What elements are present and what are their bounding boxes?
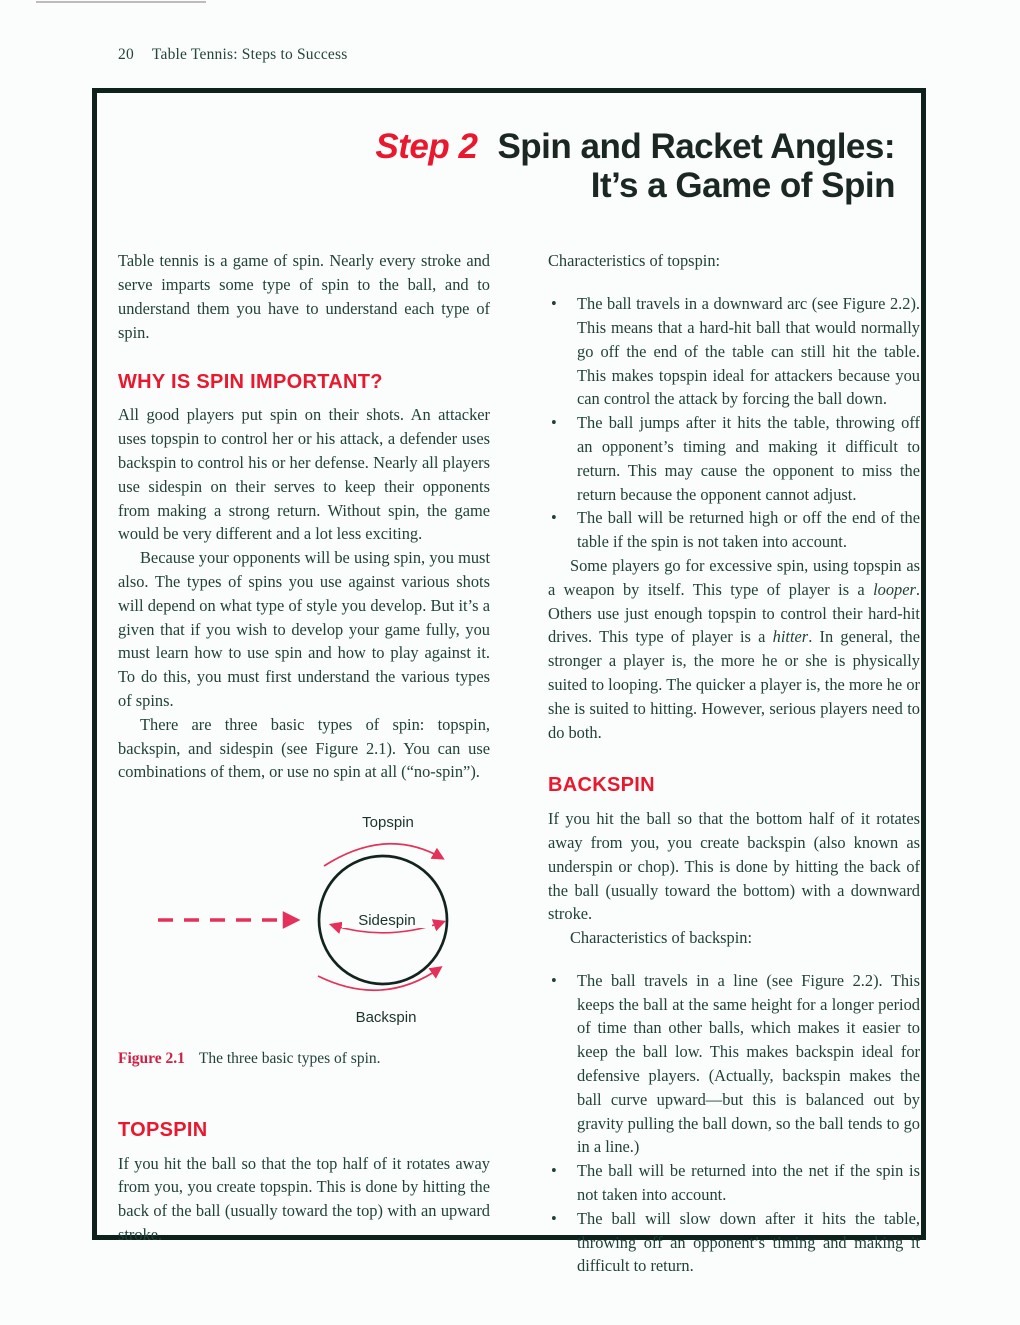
looper-term: looper	[873, 579, 916, 599]
page-content-box	[92, 88, 926, 1276]
sidespin-diagram-label: Sidespin	[358, 912, 416, 930]
list-item	[548, 1207, 920, 1278]
looper-paragraph-part2: . Others use just enough topspin to control their hard-hit drives. This type of player is a	[548, 579, 920, 647]
topspin-diagram-label: Topspin	[362, 814, 414, 832]
chapter-title	[97, 127, 895, 205]
why-paragraph-1: All good players put spin on their shots. An attacker uses topspin to control her or his attack, a defender uses backspin to control his or her defense. Nearly all players use sidespin on their serves to keep their opponents from making a strong return. Without spin, the game would be very different and a lot less exciting.	[118, 405, 490, 544]
bullet-icon: •	[551, 1208, 557, 1228]
backspin-characteristics-list	[548, 969, 920, 1278]
intro-paragraph: Table tennis is a game of spin. Nearly every stroke and serve imparts some type of spin to the ball, and to understand them you have to understand each type of spin.	[118, 251, 490, 342]
heading-backspin: BACKSPIN	[548, 774, 655, 797]
chapter-title-line2: It’s a Game of Spin	[590, 166, 895, 206]
bullet-icon: •	[551, 294, 557, 314]
topspin-bullet-1: The ball travels in a downward arc (see Figure 2.2). This means that a hard-hit ball that would normally go off the end of the table can still hit the table. This makes topspin ideal for attackers because you can control the attack by forcing the ball down.	[577, 294, 920, 409]
bullet-icon: •	[551, 508, 557, 528]
looper-paragraph-part1: Some players go for excessive spin, using topspin as a weapon by itself. This type of player is a	[548, 555, 920, 599]
backspin-characteristics-intro: Characteristics of backspin:	[570, 928, 753, 948]
heading-why-is-spin-important: WHY IS SPIN IMPORTANT?	[118, 370, 383, 393]
right-column	[548, 249, 920, 1278]
list-item	[548, 411, 920, 506]
topspin-paragraph: If you hit the ball so that the top half of it rotates away from you, you create topspin. This is done by hitting the back of the ball (usually toward the top) with an upward stroke.	[118, 1153, 490, 1244]
spin-diagram-svg	[118, 808, 490, 1028]
left-column	[118, 249, 490, 1278]
bullet-icon: •	[551, 1161, 557, 1181]
scan-artifact-line	[36, 1, 206, 3]
step-label: Step 2	[375, 127, 478, 166]
two-column-body	[118, 249, 921, 1278]
figure-caption-label: Figure 2.1	[118, 1049, 185, 1067]
bullet-icon: •	[551, 970, 557, 990]
heading-topspin: TOPSPIN	[118, 1118, 208, 1141]
list-item	[548, 1159, 920, 1207]
backspin-bullet-2: The ball will be returned into the net if the spin is not taken into account.	[577, 1161, 920, 1205]
figure-2-1-caption	[118, 1047, 490, 1071]
backspin-bullet-3: The ball will slow down after it hits the table, throwing off an opponent’s timing and making it difficult to return.	[577, 1208, 920, 1276]
chapter-title-line1	[97, 127, 895, 166]
why-paragraph-3: There are three basic types of spin: topspin, backspin, and sidespin (see Figure 2.1). You can use combinations of them, or use no spin at all (“no-spin”).	[118, 714, 490, 782]
looper-paragraph-part3: . In general, the stronger a player is, the more he or she is physically suited to looping. The quicker a player is, the more he or she is suited to hitting. However, serious players need to do both.	[548, 627, 920, 742]
running-title: Table Tennis: Steps to Success	[151, 46, 348, 63]
looper-hitter-paragraph	[548, 554, 920, 744]
topspin-bullet-2: The ball jumps after it hits the table, throwing off an opponent’s timing and making it difficult to return. This may cause the opponent to miss the return because the opponent cannot adjust.	[577, 413, 920, 504]
why-paragraph-2: Because your opponents will be using spin, you must also. The types of spins you use against various shots will depend on what type of style you develop. But it’s a given that if you wish to develop your game fully, you must learn how to use spin and how to play against it. To do this, you must first understand the various types of spins.	[118, 548, 490, 710]
figure-caption-text: The three basic types of spin.	[198, 1049, 381, 1067]
topspin-characteristics-list	[548, 292, 920, 554]
hitter-term: hitter	[772, 627, 809, 647]
backspin-diagram-label: Backspin	[355, 1009, 417, 1027]
bullet-icon: •	[551, 413, 557, 433]
list-item	[548, 292, 920, 411]
figure-2-1-diagram	[118, 808, 490, 1035]
running-head	[118, 46, 347, 64]
topspin-characteristics-intro: Characteristics of topspin:	[548, 251, 721, 271]
title-text-line1: Spin and Racket Angles:	[497, 127, 895, 166]
page-number: 20	[118, 46, 134, 63]
list-item	[548, 969, 920, 1159]
topspin-bullet-3: The ball will be returned high or off the end of the table if the spin is not taken into account.	[577, 508, 920, 552]
backspin-bullet-1: The ball travels in a line (see Figure 2.2). This keeps the ball at the same height for a longer period of time than other balls, which makes it easier to keep the ball low. This makes backspin ideal for defensive players. (Actually, backspin makes the ball curve upward—but this is balanced out by gravity pulling the ball down, so the ball tends to go in a line.)	[577, 970, 920, 1157]
list-item	[548, 506, 920, 554]
backspin-paragraph: If you hit the ball so that the bottom half of it rotates away from you, you create backspin (also known as underspin or chop). This is done by hitting the back of the ball (usually toward the bottom) with a downward stroke.	[548, 809, 920, 924]
